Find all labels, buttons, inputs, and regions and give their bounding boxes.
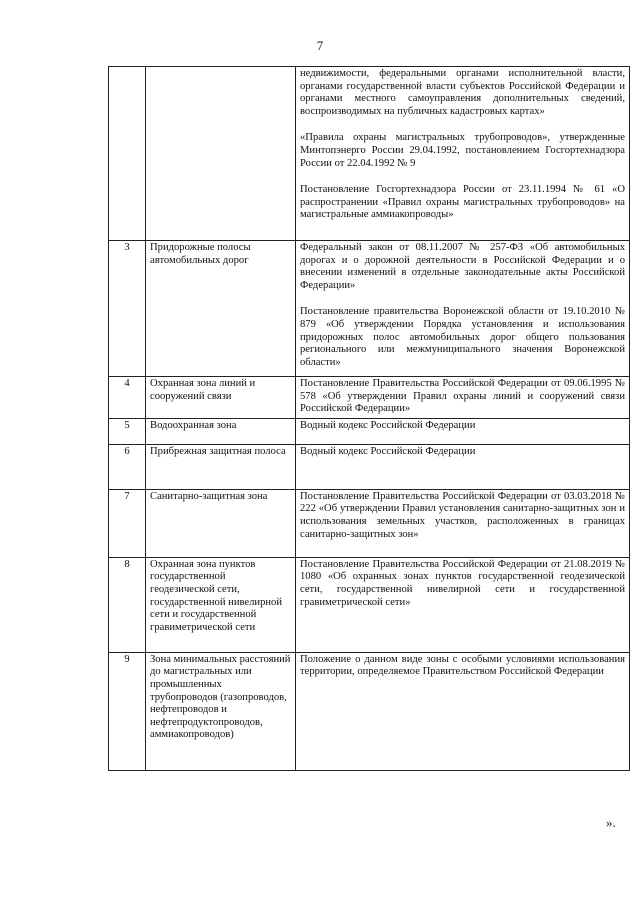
legal-document: Водный кодекс Российской Федерации: [300, 445, 476, 457]
zone-name: Прибрежная защитная полоса: [146, 444, 296, 489]
zone-name: Охранная зона линий и сооружений связи: [146, 377, 296, 419]
legal-document: Постановление Правительства Российской Федерации от 09.06.1995 № 578 «Об утверждении Правил охраны линий и сооружений связи Российской Федерации»: [300, 378, 625, 415]
table-row: [109, 67, 630, 241]
row-number: 3: [109, 241, 146, 377]
legal-document: Постановление Правительства Российской Федерации от 21.08.2019 № 1080 «Об охранных зонах пунктов государственной геодезической сети, государственной нивелирной сети и государственной гравиметрической сети»: [300, 558, 625, 608]
legal-basis: [296, 67, 630, 241]
legal-basis: [296, 444, 630, 489]
legal-document: Постановление Госгортехнадзора России от 23.11.1994 № 61 «О распространении «Правил охраны магистральных трубопроводов» на магистральные аммиакопроводы»: [300, 184, 625, 221]
legal-basis: [296, 241, 630, 377]
legal-document: недвижимости, федеральными органами исполнительной власти, органами государственной власти субъектов Российской Федерации и органами местного самоуправления дополнительных сведений, воспроизводимых на публичных кадастровых картах»: [300, 68, 625, 117]
legal-basis: [296, 652, 630, 770]
table-row: [109, 418, 630, 444]
zone-name: Водоохранная зона: [146, 418, 296, 444]
zone-name: [146, 67, 296, 241]
zone-name: Придорожные полосы автомобильных дорог: [146, 241, 296, 377]
table-row: [109, 241, 630, 377]
page-number: 7: [316, 38, 324, 53]
table-row: [109, 489, 630, 557]
row-number: 8: [109, 557, 146, 652]
table-row: [109, 652, 630, 770]
legal-basis: [296, 377, 630, 419]
row-number: 9: [109, 652, 146, 770]
legal-document: Водный кодекс Российской Федерации: [300, 419, 476, 431]
legal-basis: [296, 489, 630, 557]
table-row: [109, 557, 630, 652]
legal-basis: [296, 557, 630, 652]
row-number: [109, 67, 146, 241]
zone-name: Охранная зона пунктов государственной геодезической сети, государственной нивелирной сети и государственной гравиметрической сети: [146, 557, 296, 652]
row-number: 7: [109, 489, 146, 557]
table-row: [109, 444, 630, 489]
row-number: 4: [109, 377, 146, 419]
zone-name: Санитарно-защитная зона: [146, 489, 296, 557]
legal-document: Постановление правительства Воронежской области от 19.10.2010 № 879 «Об утверждении Порядка установления и использования придорожных полос автомобильных дорог общего пользования регионального или межмуниципального значения Воронежской области»: [300, 306, 625, 368]
legal-basis: [296, 418, 630, 444]
legal-document: Федеральный закон от 08.11.2007 № 257-ФЗ «Об автомобильных дорогах и о дорожной деятельности в Российской Федерации и о внесении изменений в отдельные законодательные акты Российской Федерации»: [300, 242, 625, 291]
legal-document: Положение о данном виде зоны с особыми условиями использования территории, определяемое Правительством Российской Федерации: [300, 653, 625, 678]
row-number: 5: [109, 418, 146, 444]
zones-table: [108, 66, 630, 771]
legal-document: «Правила охраны магистральных трубопроводов», утвержденные Минтопэнерго России 29.04.1992, постановлением Госгортехнадзора России от 22.04.1992 № 9: [300, 132, 625, 169]
row-number: 6: [109, 444, 146, 489]
legal-document: Постановление Правительства Российской Федерации от 03.03.2018 № 222 «Об утверждении Правил установления санитарно-защитных зон и использования земельных участков, расположенных в границах санитарно-защитных зон»: [300, 490, 625, 540]
closing-quote-mark: ».: [606, 815, 616, 830]
zone-name: Зона минимальных расстояний до магистральных или промышленных трубопроводов (газопроводов, нефтепроводов и нефтепродуктопроводов, аммиакопроводов): [146, 652, 296, 770]
table-row: [109, 377, 630, 419]
